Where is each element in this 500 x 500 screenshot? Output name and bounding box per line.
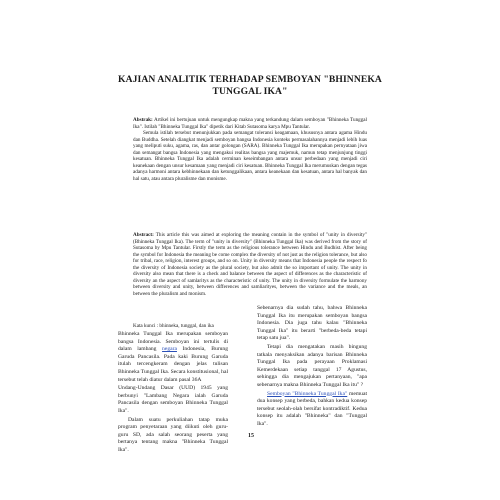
body-column-right xyxy=(257,305,367,430)
paragraph xyxy=(257,391,367,429)
abstract-text: This article this was aimed at exploring the meaning contain in the symbol of "unity in diversity" (Bhinneka Tunggal Ika). The term of "unity in diversity" (Bhinneka Tunggal Ika) was derived from the story of Sutasoma by Mpu Tantular. Firstly the term as the religious tolerance between Hindu and Budhist. After being the symbol for Indonesia the meaning be come complex the diversity of not just as the religion tolerance, but also for tribal, race, religion, interest groups, and so on. Unity in diversity means that Indonesia people the respect fo the diversity of Indonesia society as the plural society, but also admit the so important of unity. The unity in diversity also mean that there is a check and balance between the aspect of differences as the characteristic of diversity an the aspect of samlaritys as the characteristic of unity. The unity in diversity formulate the harmony between diversity and unity, between differences and samliarityes, between the variance and the meals, an between the pluralism and monism. xyxy=(133,232,367,297)
negara-link[interactable]: negara xyxy=(162,346,177,353)
abstract-text: Semula istilah tersebut menunjukkan pada semangat toleransi keagamaan, khususnya antara agama Hindu dan Buddha. Setelah diangkat menjadi semboyan bangsa Indonesia konteks permasalahannya menjadi lebih luas yang meliputi suku, agama, ras, dan antar golongan (SARA). Bhinneka Tunggal Ika merupakan pernyataan jiwa dan semangat bangsa Indonesia yang mengakui realitas bangsa yang majemuk, namun tetap menjunjung tinggi kesatuan. Bhinneka Tunggal Ika adalah cerminan keseimbangan antara unsur perbedaan yang menjadi ciri keanekaan dengan unsur kesamaan yang menjadi ciri kesatuan. Bhinneka Tunggal Ika merumuskan dengan tegas adanya harmoni antara kebhinnekaan dan ketunggalikaan, antara keanekaan dan kesatuan, antara hal banyak dan hal satu, atau antara pluralisme dan monisme. xyxy=(133,130,367,182)
paragraph: Dalam suatu perkuliahan tatap muka program penyetaraan yang diikuti oleh guru-guru SD, ada salah seorang peserta yang bertanya tentang makna "Bhinneka Tunggal Ika". xyxy=(118,416,228,453)
paragraph: Undang-Undang Dasar (UUD) 1945 yang berbunyi "Lambang Negara ialah Garuda Pancasila dengan semboyan Bhinneka Tunggal Ika". xyxy=(118,385,228,414)
abstract-indonesian xyxy=(133,117,367,182)
paragraph-text: memuat dua konsep yang berbeda, bahkan kedua konsep tersebut seolah-olah bersifat kontradiktif. Kedua konsep itu adalah "Bhinneka" dan "Tunggal Ika". xyxy=(257,390,367,427)
body-column-left xyxy=(118,331,228,456)
keywords: Kata kunci : bhinneka, tunggal, dan ika xyxy=(133,323,214,329)
paragraph: Sebenarnya dia sudah tahu, bahwa Bhinneka Tunggal Ika itu merupakan semboyan bangsa Indonesia. Dia juga tahu kalau "Bhinneka Tunggal Ika" itu berarti "berbeda-beda tetapi tetap satu jua". xyxy=(257,305,367,342)
abstract-english xyxy=(133,232,367,297)
semboyan-link[interactable]: Semboyan "Bhinneka Tunggal Ika" xyxy=(267,390,348,397)
abstract-label: Abstrak: xyxy=(133,117,153,123)
paragraph: Tetapi dia mengatakan masih bingung tatkala menyaksikan adanya barisan Bhinneka Tunggal Ika pada perayaan Proklamasi Kemerdekaan setiap tanggal 17 Agustus, sehingga dia mengajukan pertanyaan, "apa sebenarnya makna Bhinneka Tunggal Ika itu" ? xyxy=(257,343,367,388)
paragraph xyxy=(118,331,228,384)
page-number: 15 xyxy=(248,433,254,439)
paragraph-text: Indonesia, Burung Garuda Pancasila. Pada kaki Burung Garuda itulah tercengkeram dengan jelas tulisan Bhinneka Tunggal Ika. Secara konstitusional, hal tersebut telah diatur dalam pasal 36A xyxy=(118,346,228,383)
page-title: KAJIAN ANALITIK TERHADAP SEMBOYAN "BHINNEKA TUNGGAL IKA" xyxy=(118,74,382,97)
abstract-label: Abstract: xyxy=(133,232,154,238)
abstract-text: Artikel ini bertujuan untuk mengungkap makna yang terkandung dalam semboyan "Bhinneka Tunggal Ika". Istilah "Bhinneka Tunggal Ika" dipetik dari Kitab Sutasoma karya Mpu Tantular. xyxy=(133,117,367,130)
paragraph-text: Bhinneka Tunggal Ika merupakan semboyan bangsa Indonesia. Semboyan ini tertulis di dalam lambang xyxy=(118,331,228,353)
